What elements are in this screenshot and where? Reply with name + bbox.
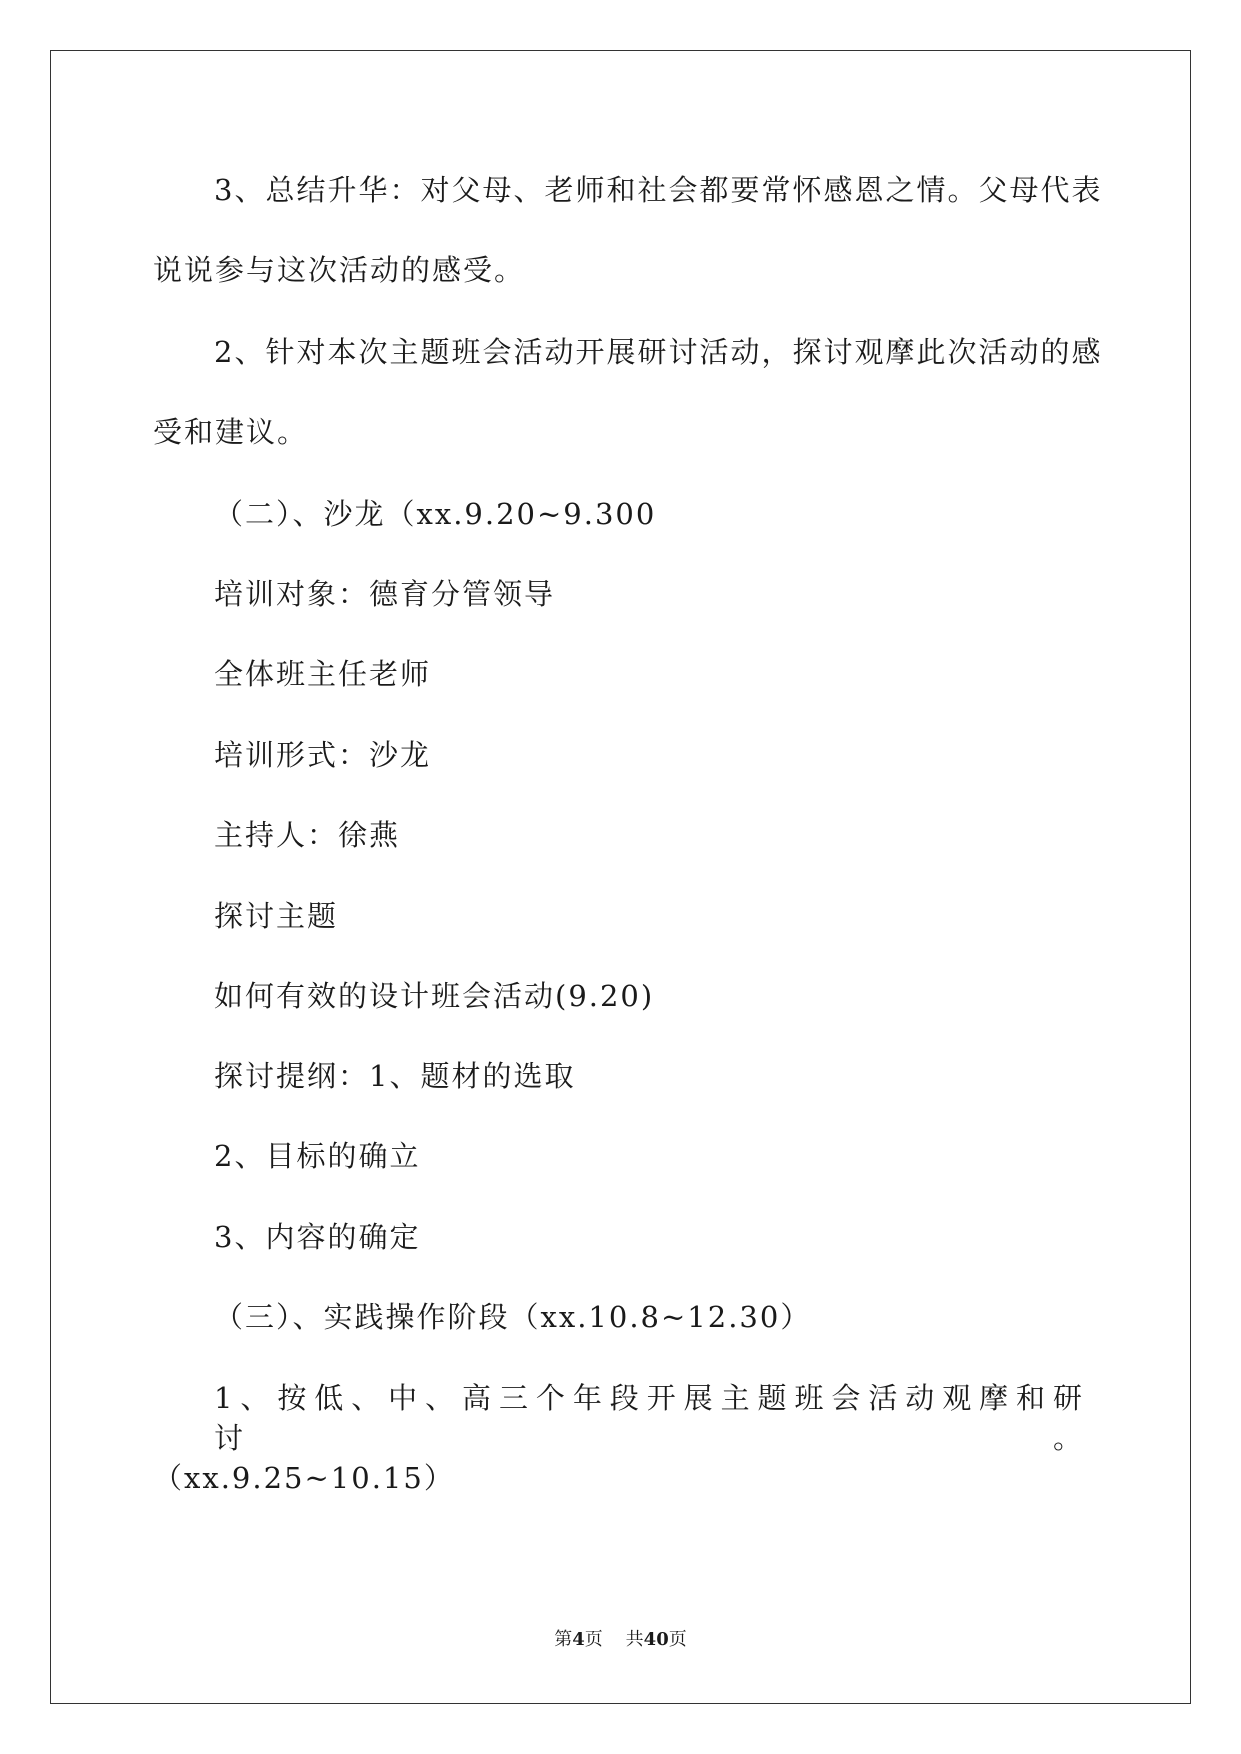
paragraph-line: （xx.9.25~10.15）	[153, 1461, 455, 1495]
footer-total-prefix: 共	[625, 1629, 644, 1650]
paragraph-line: 培训对象：德育分管领导	[214, 577, 556, 611]
paragraph-line: 3、内容的确定	[214, 1220, 421, 1254]
page-footer	[0, 1628, 1241, 1652]
section-heading: （二）、沙龙（xx.9.20~9.300	[214, 497, 657, 531]
section-heading: （三）、实践操作阶段（xx.10.8~12.30）	[214, 1300, 812, 1334]
paragraph-line: 探讨主题	[214, 899, 339, 933]
paragraph-line: 受和建议。	[153, 415, 309, 449]
paragraph-line: 2、针对本次主题班会活动开展研讨活动，探讨观摩此次活动的感	[214, 335, 1103, 369]
footer-prefix: 第	[554, 1629, 573, 1650]
paragraph-line: 探讨提纲：1、题材的选取	[214, 1059, 576, 1093]
paragraph-line: 2、目标的确立	[214, 1139, 421, 1173]
paragraph-line: 说说参与这次活动的感受。	[153, 253, 526, 287]
footer-page-number: 4	[572, 1629, 585, 1650]
paragraph-line: 主持人：徐燕	[214, 818, 401, 852]
footer-total-pages: 40	[643, 1629, 669, 1650]
paragraph-line: 培训形式：沙龙	[214, 738, 432, 772]
footer-page-suffix: 页	[584, 1629, 603, 1650]
paragraph-line: 1、按低、中、高三个年段开展主题班会活动观摩和研讨。	[214, 1381, 1088, 1455]
paragraph-line: 如何有效的设计班会活动(9.20)	[214, 979, 655, 1013]
paragraph-line: 3、总结升华：对父母、老师和社会都要常怀感恩之情。父母代表	[214, 173, 1103, 207]
paragraph-line: 全体班主任老师	[214, 657, 432, 691]
footer-total-suffix: 页	[668, 1629, 687, 1650]
